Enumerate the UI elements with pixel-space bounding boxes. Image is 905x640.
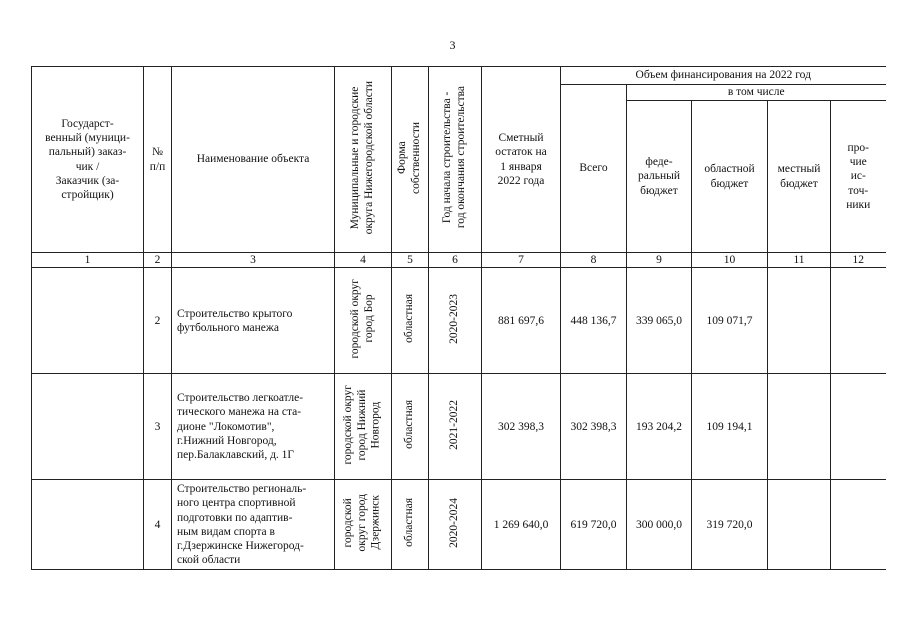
row-ownership: областная [403, 400, 416, 449]
row-regional: 319 720,0 [692, 480, 768, 570]
row-number: 2 [144, 268, 172, 374]
row-years-cell [429, 480, 482, 570]
row-years: 2020-2023 [448, 293, 461, 344]
table-row [32, 480, 886, 570]
header-row-1 [32, 67, 886, 85]
column-number: 12 [831, 253, 886, 268]
header-federal: феде- ральный бюджет [627, 101, 692, 253]
row-customer [32, 480, 144, 570]
row-regional: 109 071,7 [692, 268, 768, 374]
table-row [32, 374, 886, 480]
row-years-cell [429, 374, 482, 480]
row-estimated-balance: 881 697,6 [482, 268, 561, 374]
row-municipality: городской округ город Бор [349, 278, 375, 359]
table-row [32, 268, 886, 374]
row-local [768, 480, 831, 570]
row-municipality-cell [335, 480, 392, 570]
column-number: 4 [335, 253, 392, 268]
row-object-name: Строительство легкоатле- тического манежа на ста- дионе "Локомотив", г.Нижний Новгород, пер.Балаклавский, д. 1Г [172, 374, 335, 480]
header-object-name: Наименование объекта [172, 67, 335, 253]
row-municipality-cell [335, 374, 392, 480]
row-federal: 300 000,0 [627, 480, 692, 570]
row-ownership-cell [392, 480, 429, 570]
row-ownership-cell [392, 268, 429, 374]
row-federal: 339 065,0 [627, 268, 692, 374]
header-ownership-cell [392, 67, 429, 253]
header-years: Год начала строительства - год окончания строительства [441, 86, 467, 229]
header-years-cell [429, 67, 482, 253]
column-number: 11 [768, 253, 831, 268]
row-years: 2021-2022 [448, 399, 461, 450]
row-object-name: Строительство региональ- ного центра спортивной подготовки по адаптив- ным видам спорта в г.Дзержинске Нижегород- ской области [172, 480, 335, 570]
financing-table [31, 66, 886, 570]
row-municipality-cell [335, 268, 392, 374]
header-ownership: Форма собственности [396, 121, 422, 194]
row-estimated-balance: 1 269 640,0 [482, 480, 561, 570]
row-total: 302 398,3 [561, 374, 627, 480]
row-number: 4 [144, 480, 172, 570]
row-ownership: областная [403, 498, 416, 547]
row-number: 3 [144, 374, 172, 480]
column-number: 9 [627, 253, 692, 268]
row-regional: 109 194,1 [692, 374, 768, 480]
row-ownership: областная [403, 294, 416, 343]
header-total: Всего [561, 85, 627, 253]
column-number: 1 [32, 253, 144, 268]
column-number: 10 [692, 253, 768, 268]
header-regional: областной бюджет [692, 101, 768, 253]
page-number: 3 [449, 38, 456, 52]
header-number: № п/п [144, 67, 172, 253]
column-number: 6 [429, 253, 482, 268]
header-other: про- чие ис- точ- ники [831, 101, 886, 253]
row-total: 448 136,7 [561, 268, 627, 374]
row-estimated-balance: 302 398,3 [482, 374, 561, 480]
row-municipality: городской округ город Дзержинск [342, 493, 382, 552]
row-other [831, 374, 886, 480]
row-years-cell [429, 268, 482, 374]
row-years: 2020-2024 [448, 497, 461, 548]
row-other [831, 268, 886, 374]
header-customer: Государст- венный (муници- пальный) заказ- чик / Заказчик (за- стройщик) [32, 67, 144, 253]
header-local: местный бюджет [768, 101, 831, 253]
row-local [768, 268, 831, 374]
column-number: 2 [144, 253, 172, 268]
column-number: 3 [172, 253, 335, 268]
row-municipality: городской округ город Нижний Новгород [342, 384, 382, 465]
column-number: 8 [561, 253, 627, 268]
row-customer [32, 374, 144, 480]
row-total: 619 720,0 [561, 480, 627, 570]
header-estimated-balance: Сметный остаток на 1 января 2022 года [482, 67, 561, 253]
column-numbers-row [32, 253, 886, 268]
row-federal: 193 204,2 [627, 374, 692, 480]
row-ownership-cell [392, 374, 429, 480]
header-municipality: Муниципальные и городские округа Нижегородской области [349, 80, 375, 235]
row-customer [32, 268, 144, 374]
column-number: 7 [482, 253, 561, 268]
header-financing-volume: Объем финансирования на 2022 год [561, 67, 886, 85]
column-number: 5 [392, 253, 429, 268]
row-other [831, 480, 886, 570]
row-object-name: Строительство крытого футбольного манежа [172, 268, 335, 374]
row-local [768, 374, 831, 480]
header-including: в том числе [627, 85, 886, 101]
header-municipality-cell [335, 67, 392, 253]
